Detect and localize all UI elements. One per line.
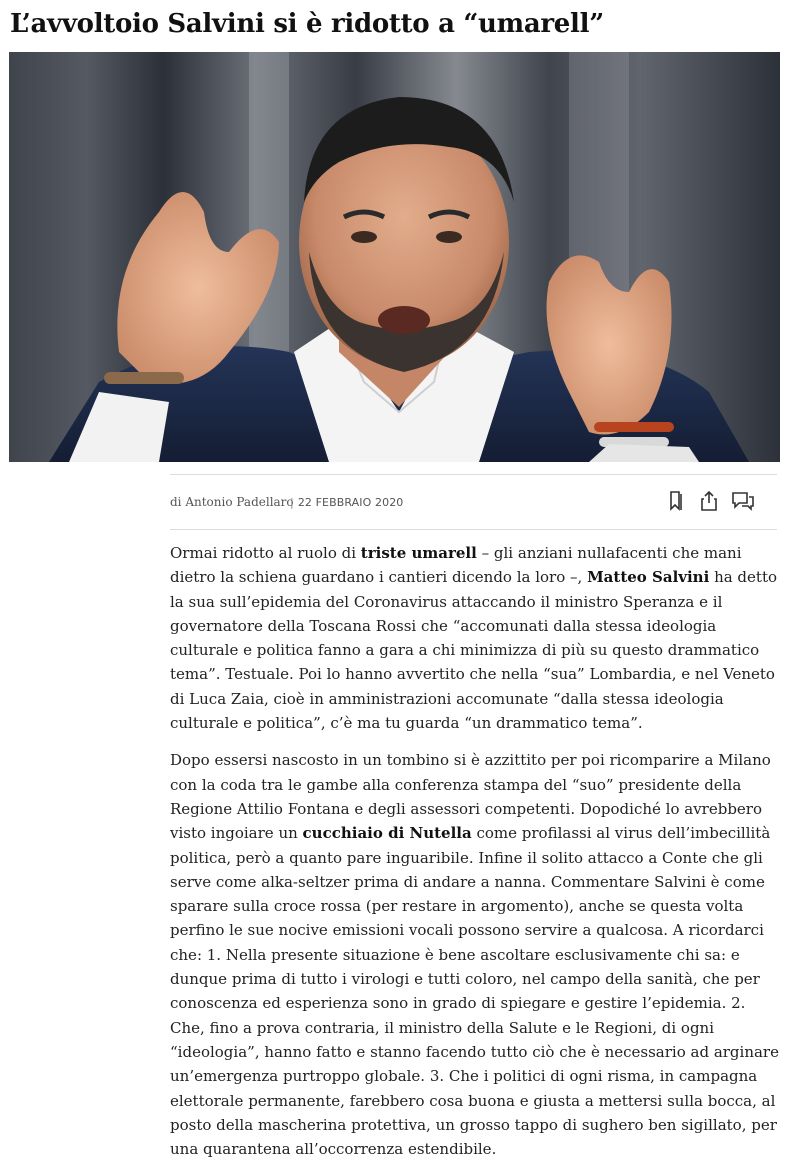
article-body — [170, 541, 782, 1174]
hero-photo — [9, 52, 780, 462]
article-paragraph: Dopo essersi nascosto in un tombino si è azzittito per poi ricomparire a Milano con la coda tra le gambe alla conferenza stampa del “suo” presidente della Regione Attilio Fontana e degli assessori competenti. Dopodiché lo avrebbero visto ingoiare un cucchiaio di Nutella come profilassi al virus dell’imbecillità politica, però a quanto pare inguaribile. Infine il solito attacco a Conte che gli serve come alka-seltzer prima di andare a nanna. Commentare Salvini è come sparare sulla croce rossa (per restare in argomento), anche se questa volta perfino le sue nocive emissioni vocali possono servire a qualcosa. A ricordarci che: 1. Nella presente situazione è bene ascoltare esclusivamente chi sa: e dunque prima di tutto i virologi e tutti coloro, nel campo della sanità, che per conoscenza ed esperienza sono in grado di spiegare e gestire l’epidemia. 2. Che, fino a prova contraria, il ministro della Salute e le Regioni, di ogni “ideologia”, hanno fatto e stanno facendo tutto ciò che è necessario ad arginare un’emergenza purtroppo globale. 3. Che i politici di ogni risma, in campagna elettorale permanente, farebbero cosa buona e giusta a mettersi sulla bocca, al posto della mascherina protettiva, un grosso tappo di sughero ben sigillato, per una quarantena all’occorrenza estendibile. — [170, 751, 779, 1159]
bold-phrase: triste umarell — [360, 544, 477, 562]
article-paragraph: Ormai ridotto al ruolo di triste umarell – gli anziani nullafacenti che mani dietro la schiena guardano i cantieri dicendo la loro –, Matteo Salvini ha detto la sua sull’epidemia del Coronavirus attaccando il ministro Speranza e il governatore della Toscana Rossi che “accomunati dalla stessa ideologia culturale e politica fanno a gara a chi minimizza di più su questo drammatico tema”. Testuale. Poi lo hanno avvertito che nella “sua” Lombardia, e nel Veneto di Luca Zaia, cioè in amministrazioni accomunate “dalla stessa ideologia culturale e politica”, c’è ma tu guarda “un drammatico tema”. — [170, 544, 778, 733]
article-meta-bar — [170, 474, 777, 530]
bold-phrase: cucchiaio di Nutella — [302, 824, 472, 843]
article-headline: L’avvoltoio Salvini si è ridotto a “umarell” — [10, 9, 604, 39]
bookmark-icon[interactable] — [667, 490, 687, 512]
share-icon[interactable] — [699, 490, 719, 512]
author-name[interactable]: di Antonio Padellaro — [170, 495, 294, 509]
comment-icon[interactable] — [731, 490, 751, 512]
publish-date: | 22 FEBBRAIO 2020 — [290, 496, 403, 509]
article-actions — [667, 490, 751, 512]
bold-phrase: Matteo Salvini — [587, 568, 710, 587]
